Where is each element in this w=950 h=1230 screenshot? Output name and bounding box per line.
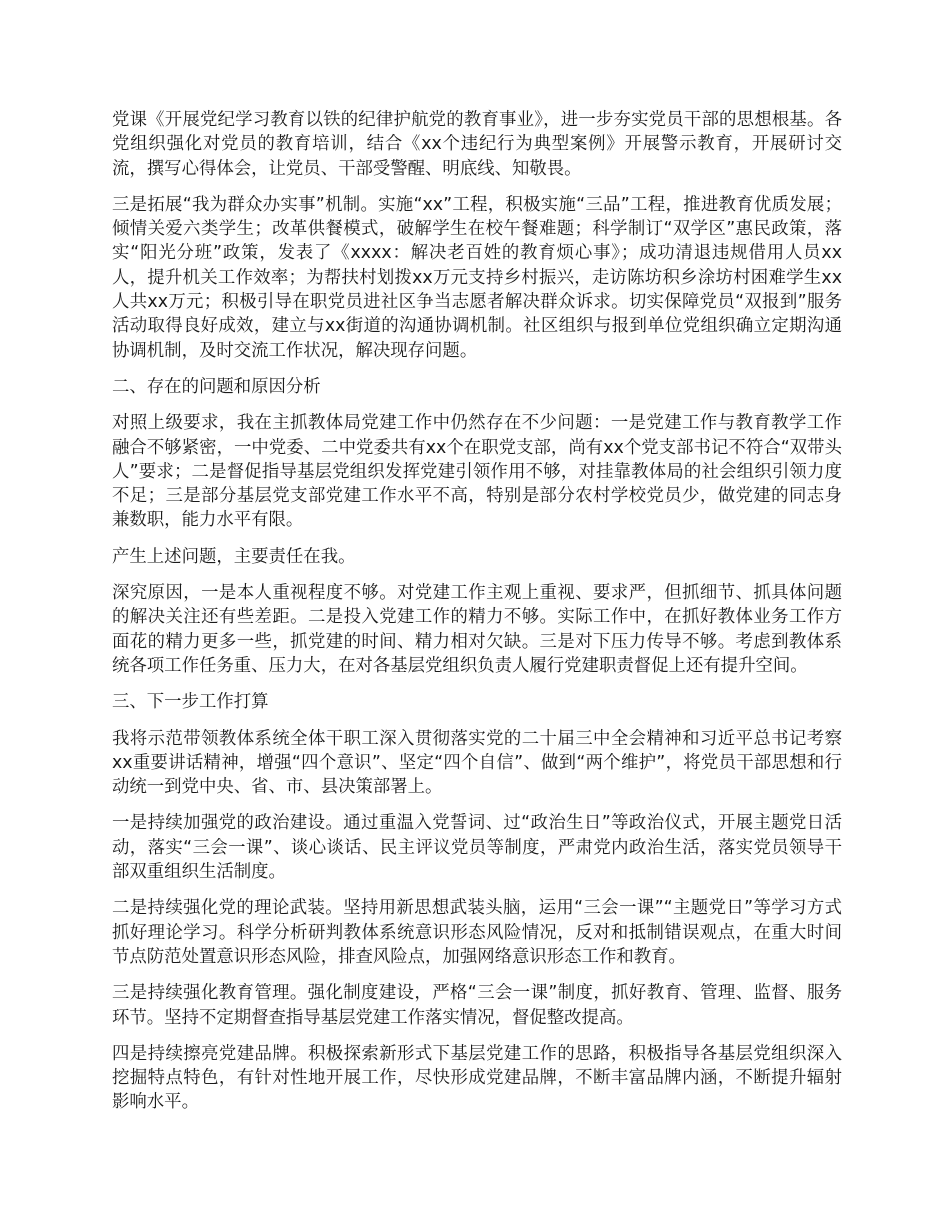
paragraph-party-lecture: 党课《开展党纪学习教育以铁的纪律护航党的教育事业》，进一步夯实党员干部的思想根基。各党组织强化对党员的教育培训，结合《xx个违纪行为典型案例》开展警示教育，开展研讨交流，撰写心得体会，让党员、干部受警醒、明底线、知敬畏。 xyxy=(112,110,842,179)
paragraph-responsibility: 产生上述问题，主要责任在我。 xyxy=(112,546,356,567)
paragraph-education-management: 三是持续强化教育管理。强化制度建设，严格“三会一课”制度，抓好教育、管理、监督、服务环节。坚持不定期督查指导基层党建工作落实情况，督促整改提高。 xyxy=(112,983,842,1028)
section-heading-next-steps: 三、下一步工作打算 xyxy=(112,692,269,713)
paragraph-problems: 对照上级要求，我在主抓教体局党建工作中仍然存在不少问题：一是党建工作与教育教学工作融合不够紧密，一中党委、二中党委共有xx个在职党支部，尚有xx个党支部书记不符合“双带头人”要求；二是督促指导基层党组织发挥党建引领作用不够，对挂靠教体局的社会组织引领力度不足；三是部分基层党支部党建工作水平不高，特别是部分农村学校党员少，做党建的同志身兼数职，能力水平有限。 xyxy=(112,413,842,531)
document-body xyxy=(112,108,842,1127)
paragraph-party-brand: 四是持续擦亮党建品牌。积极探索新形式下基层党建工作的思路，积极指导各基层党组织深入挖掘特点特色，有针对性地开展工作，尽快形成党建品牌，不断丰富品牌内涵，不断提升辐射影响水平。 xyxy=(112,1043,842,1113)
section-heading-problems: 二、存在的问题和原因分析 xyxy=(112,376,321,397)
paragraph-next-steps-intro: 我将示范带领教体系统全体干职工深入贯彻落实党的二十届三中全会精神和习近平总书记考察xx重要讲话精神，增强“四个意识”、坚定“四个自信”、做到“两个维护”，将党员干部思想和行动统一到党中央、省、市、县决策部署上。 xyxy=(112,728,842,798)
paragraph-causes: 深究原因，一是本人重视程度不够。对党建工作主观上重视、要求严，但抓细节、抓具体问题的解决关注还有些差距。二是投入党建工作的精力不够。实际工作中，在抓好教体业务工作方面花的精力更多一些，抓党建的时间、精力相对欠缺。三是对下压力传导不够。考虑到教体系统各项工作任务重、压力大，在对各基层党组织负责人履行党建职责督促上还有提升空间。 xyxy=(112,583,842,676)
paragraph-theory-arming: 二是持续强化党的理论武装。坚持用新思想武装头脑，运用“三会一课”“主题党日”等学习方式抓好理论学习。科学分析研判教体系统意识形态风险情况，反对和抵制错误观点，在重大时间节点防范处置意识形态风险，排查风险点，加强网络意识形态工作和教育。 xyxy=(112,898,842,967)
paragraph-serve-masses: 三是拓展“我为群众办实事”机制。实施“xx”工程，积极实施“三品”工程，推进教育优质发展；倾情关爱六类学生；改革供餐模式，破解学生在校午餐难题；科学制订“双学区”惠民政策，落实“阳光分班”政策，发表了《xxxx：解决老百姓的教育烦心事》；成功清退违规借用人员xx人，提升机关工作效率；为帮扶村划拨xx万元支持乡村振兴，走访陈坊积乡涂坊村困难学生xx人共xx万元；积极引导在职党员进社区争当志愿者解决群众诉求。切实保障党员“双报到”服务活动取得良好成效，建立与xx街道的沟通协调机制。社区组织与报到单位党组织确立定期沟通协调机制，及时交流工作状况，解决现存问题。 xyxy=(112,194,842,361)
paragraph-political-building: 一是持续加强党的政治建设。通过重温入党誓词、过“政治生日”等政治仪式，开展主题党日活动，落实“三会一课”、谈心谈话、民主评议党员等制度，严肃党内政治生活，落实党员领导干部双重组织生活制度。 xyxy=(112,813,842,883)
